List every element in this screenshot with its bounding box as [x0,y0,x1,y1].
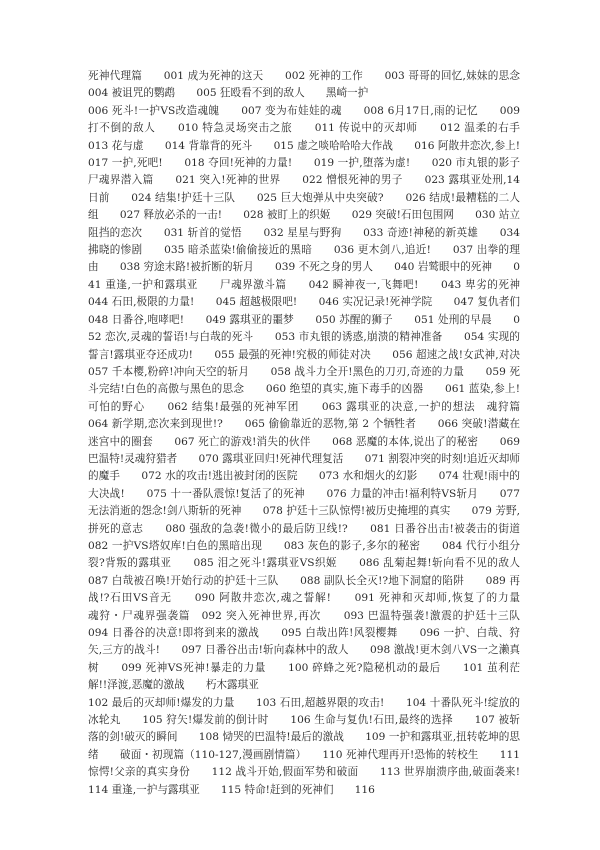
chapter-list [88,68,542,799]
chapter-paragraph-3: 102 最后的灭却师!爆发的力量 103 石田,超越界限的攻击! 104 十番队死斗!绽放的冰轮丸 105 狩矢!爆发前的倒计时 106 生命与复仇!石田,最终的选择 107 被斩落的剑!破灭的瞬间 108 恸哭的巴温特!最后的激战 109 一护和露琪亚,扭转乾坤的思绪 破面・初现篇（110-127,漫画剧情篇） 110 死神代理再开!恐怖的转校生 111 惊愕!父亲的真实身份 112 战斗开始,假面军势和破面 113 世界崩溃序曲,破面袭来! 114 重逢,一护与露琪亚 115 特命!赶到的死神们 116 [88,696,542,796]
chapter-paragraph-2: 006 死斗!一护VS改造魂魄 007 变为布娃娃的魂 008 6月17日,雨的记忆 009 打不倒的敌人 010 特急灵场突击之旅 011 传说中的灭却师 012 温柔的右手 013 花与虚 014 背靠背的死斗 015 虚之啖哈哈哈大作战 016 阿散井恋次,参上! 017 一护,死吧! 018 夺回!死神的力量! 019 一护,堕落为虚! 020 市丸银的影子 尸魂界潜入篇 021 突入!死神的世界 022 憎恨死神的男子 023 露琪亚处刑,14 日前 024 结集!护廷十三队 025 巨大炮弹从中央突破? 026 结成!最糟糕的二人组 027 释放必杀的一击! 028 被盯上的织姬 029 突破!石田包围网 030 站立阻挡的恋次 031 斩首的觉悟 032 星星与野狗 033 奇迹!神秘的新英雄 034 拂晓的惨剧 035 暗杀蓝染!偷偷接近的黑暗 036 更木剑八,追近! 037 出拳的理由 038 穷途末路!被折断的斩月 039 不死之身的男人 040 岩鹫眼中的死神 041 重逢,一护和露琪亚 尸魂界激斗篇 042 瞬神夜一,飞舞吧! 043 卑劣的死神 044 石田,极限的力量! 045 超越极限吧! 046 实况记录!死神学院 047 复仇者们 048 日番谷,咆哮吧! 049 露琪亚的噩梦 050 苏醒的狮子 051 处刑的早晨 052 恋次,灵魂的誓语!与白哉的死斗 053 市丸银的诱惑,崩溃的精神准备 054 实现的誓言!露琪亚夺还成功! 055 最强的死神!究极的师徒对决 056 超速之战!女武神,对决 057 千本樱,粉碎!冲向天空的斩月 058 战斗力全开!黑色的刀刃,奇迹的力量 059 死斗完结!白色的高傲与黑色的思念 060 绝望的真实,施下毒手的凶器 061 蓝染,参上!可怕的野心 062 结集!最强的死神军团 063 露琪亚的决意,一护的想法 魂狩篇 064 新学期,恋次来到现世!? 065 偷偷靠近的恶物,第 2 个牺牲者 066 突破!潜藏在迷宫中的圈套 067 死亡的游戏!消失的伙伴 068 恶魔的本体,说出了的秘密 069 巴温特!灵魂狩猎者 070 露琪亚回归!死神代理复活 071 割裂冲突的时刻!追近灭却师的魔手 072 水的攻击!逃出被封闭的医院 073 水和烟火的幻影 074 壮观!雨中的大决战! 075 十一番队震惊!复活了的死神 076 力量的冲击!福利特VS斩月 077 无法消逝的怨念!剑八斯斩的死神 078 护廷十三队惊愕!被历史掩埋的真实 079 芳野,拼死的意志 080 强敌的急袭!微小的最后防卫线!? 081 日番谷出击!被袭击的街道 082 一护VS塔奴库!白色的黑暗出现 083 灰色的影子,多尔的秘密 084 代行小组分裂?背叛的露琪亚 085 泪之死斗!露琪亚VS织姬 086 乱菊起舞!斩向看不见的敌人 087 白哉被召唤!开始行动的护廷十三队 088 副队长全灭!?地下洞窟的陷阱 089 再战!?石田VS音无 090 阿散井恋次,魂之誓解! 091 死神和灭却师,恢复了的力量 魂狩・尸魂界强袭篇 092 突入死神世界,再次 093 巴温特强袭!激震的护廷十三队 094 日番谷的决意!即将到来的激战 095 白哉出阵!风裂樱舞 096 一护、白哉、狩矢,三方的战斗! 097 日番谷出击!斩向森林中的敌人 098 激战!更木剑八VS一之濑真树 099 死神VS死神!暴走的力量 100 碎蜂之死?隐秘机动的最后 101 茧利茫解!!泽渡,恶魔的激战 朽木露琪亚 [88,104,542,692]
chapter-paragraph-1: 死神代理篇 001 成为死神的这天 002 死神的工作 003 哥哥的回忆,妹妹的思念 004 被诅咒的鹦鹉 005 狂殴看不到的敌人 黑崎一护 [88,70,542,100]
